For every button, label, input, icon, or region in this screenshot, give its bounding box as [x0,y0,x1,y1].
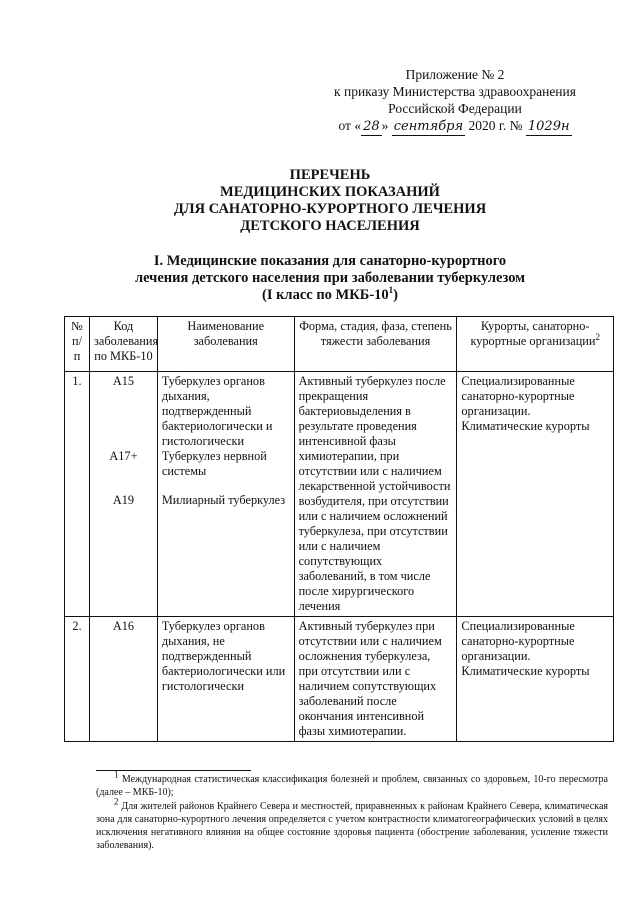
row-form: Активный туберкулез при отсутствии или с наличием осложнения туберкулеза, при отсутствии или с наличием сопутствующих заболеваний после окончания интенсивной фазы химиотерапии. [294,617,457,742]
footnote-text: Международная статистическая классификация болезней и проблем, связанных со здоровьем, 10-го пересмотра (далее – МКБ-10); [96,774,608,798]
row-number: 1. [65,372,90,617]
disease-name: Туберкулез нервной системы [161,449,267,478]
row-names [157,372,294,617]
footnotes [96,769,608,853]
header-code: Код заболевания по МКБ-10 [90,317,158,372]
disease-name: Туберкулез органов дыхания, не подтвержденный бактериологически или гистологически [161,619,286,693]
footnote-text: Для жителей районов Крайнего Севера и местностей, приравненных к районам Крайнего Севера, климатическая зона для санаторно-курортного лечения определяется с учетом контрастности климатогеографических условий в целях исключения негативного влияния на общее состояние здоровья пациента (обострение заболевания, усиление тяжести заболевания). [96,801,608,851]
row-codes [90,372,158,617]
footnote-mark: 1 [114,769,119,780]
table-row [65,372,614,617]
date-quote-close: » [381,118,389,133]
footnote-1 [96,769,608,799]
handwritten-order-number: 1029н [527,119,570,134]
icd-code: A16 [112,619,135,633]
footnote-2 [96,796,608,852]
date-prefix: от « [338,118,362,133]
row-form: Активный туберкулез после прекращения бактериовыделения в результате проведения интенсивной фазы химиотерапии, при отсутствии или с наличием лекарственной устойчивости возбудителя, при отсутствии или с наличием осложнений туберкулеза, при отсутствии или с наличием сопутствующих заболеваний, в том числе после хирургического лечения [294,372,457,617]
icd-code: A17+ [109,449,138,463]
footnote-ref-2: 2 [595,331,600,342]
row-codes [90,617,158,742]
title-line-1: ПЕРЕЧЕНЬ [289,167,371,183]
row-names [157,617,294,742]
section-line-3-text: (I класс по МКБ-10 [261,287,389,303]
disease-name: Милиарный туберкулез [161,493,286,507]
header-num: № п/п [65,317,90,372]
indications-table [64,316,614,742]
handwritten-day: 28 [363,119,380,134]
date-year: 2020 г. № [468,118,523,133]
title-line-2: МЕДИЦИНСКИХ ПОКАЗАНИЙ [220,184,440,200]
table-header-row [65,317,614,372]
icd-code: A15 [112,374,135,388]
icd-code: A19 [112,493,135,507]
section-heading [100,253,560,304]
footnote-separator [96,770,251,771]
header-name: Наименование заболевания [157,317,294,372]
footnote-mark: 2 [114,796,119,807]
appendix-order-line: к приказу Министерства здравоохранения [334,84,576,99]
section-line-3 [100,287,560,304]
section-line-2: лечения детского населения при заболевании туберкулезом [134,270,526,286]
section-line-3-end: ) [393,287,399,303]
appendix-header [305,66,605,136]
footnote-ref-1: 1 [388,285,394,296]
row-resorts: Специализированные санаторно-курортные организации. Климатические курорты [457,617,614,742]
row-resorts: Специализированные санаторно-курортные организации. Климатические курорты [457,372,614,617]
appendix-date-line [305,117,605,136]
row-number: 2. [65,617,90,742]
disease-name: Туберкулез органов дыхания, подтвержденный бактериологически и гистологически [161,374,273,448]
appendix-title: Приложение № 2 [405,67,505,82]
header-resorts-text: Курорты, санаторно-курортные организации [470,319,596,348]
table-row [65,617,614,742]
handwritten-month: сентября [393,119,464,134]
document-title [100,167,560,235]
appendix-ministry-line: Российской Федерации [388,101,522,116]
section-line-1: I. Медицинские показания для санаторно-курортного [153,253,507,269]
title-line-4: ДЕТСКОГО НАСЕЛЕНИЯ [240,218,420,234]
title-line-3: ДЛЯ САНАТОРНО-КУРОРТНОГО ЛЕЧЕНИЯ [173,201,487,217]
header-resorts [457,317,614,372]
header-form: Форма, стадия, фаза, степень тяжести заболевания [294,317,457,372]
